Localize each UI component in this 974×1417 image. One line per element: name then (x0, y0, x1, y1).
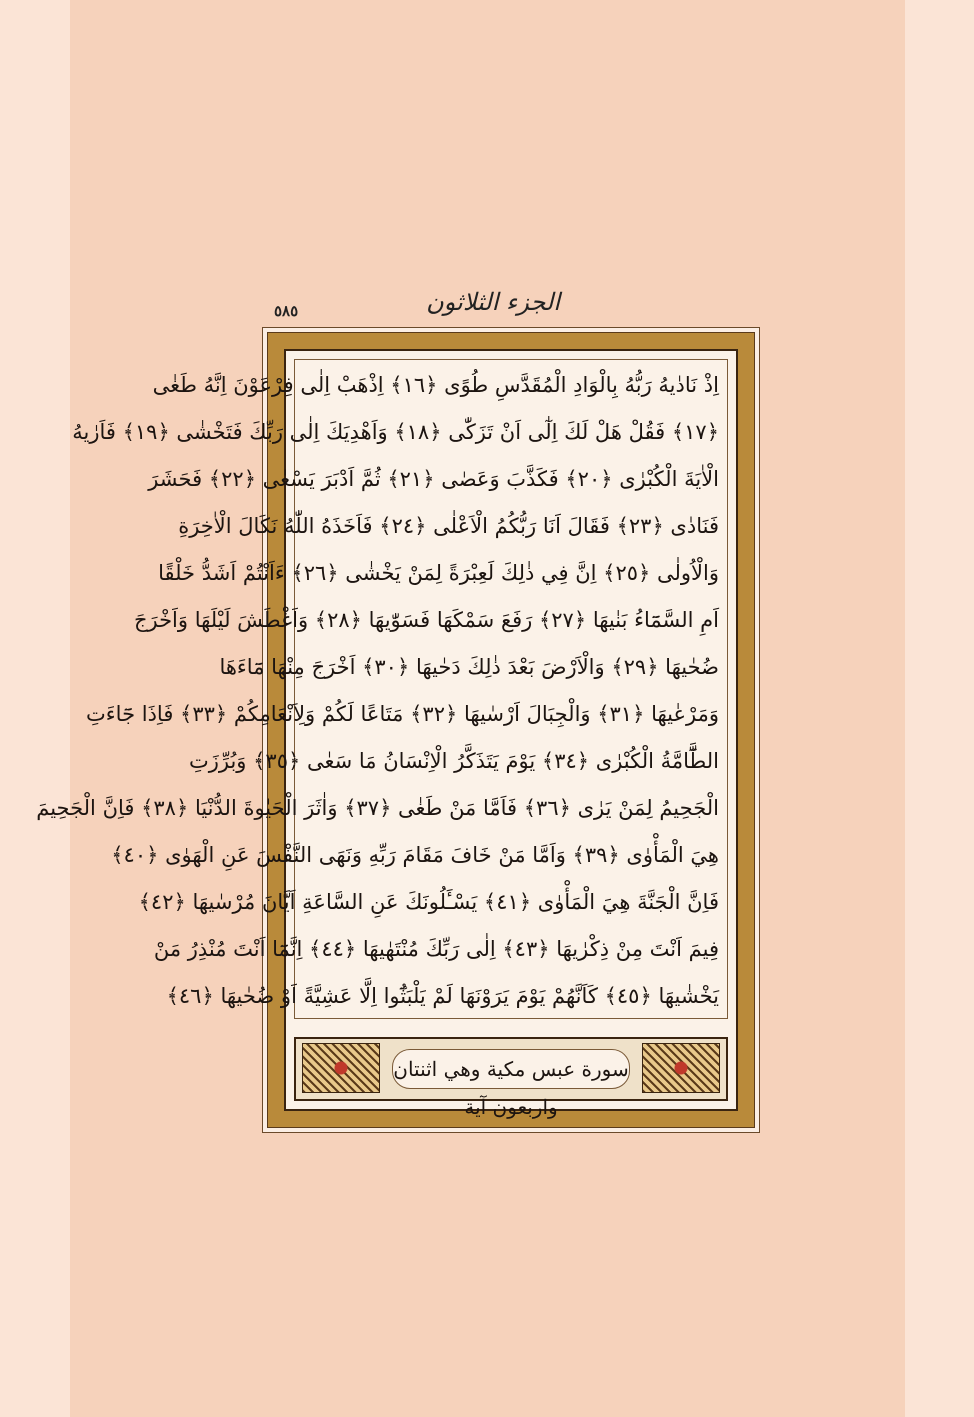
arabesque-ornament-icon (302, 1043, 380, 1093)
arabesque-ornament-icon (642, 1043, 720, 1093)
page-header (260, 286, 760, 326)
verse-line-7: ضُحٰيهَا ﴿٢٩﴾ وَالْاَرْضَ بَعْدَ ذٰلِكَ دَحٰيهَا ﴿٣٠﴾ اَخْرَجَ مِنْهَا مَٓاءَهَا (219, 655, 719, 679)
page-number: ٥٨٥ (274, 302, 299, 320)
left-margin (0, 0, 70, 1417)
verse-line-1: اِذْ نَادٰيهُ رَبُّهُ بِالْوَادِ الْمُقَدَّسِ طُوًى ﴿١٦﴾ اِذْهَبْ اِلٰى فِرْعَوْنَ اِنَّهُ طَغٰى (152, 373, 719, 397)
verse-line-11: هِيَ الْمَأْوٰى ﴿٣٩﴾ وَاَمَّا مَنْ خَافَ مَقَامَ رَبِّهِ وَنَهَى النَّفْسَ عَنِ الْهَوٰى ﴿٤٠﴾ (111, 843, 719, 867)
surah-banner (294, 1037, 728, 1119)
verse-line-10: الْجَحِيمُ لِمَنْ يَرٰى ﴿٣٦﴾ فَاَمَّا مَنْ طَغٰى ﴿٣٧﴾ وَاٰثَرَ الْحَيٰوةَ الدُّنْيَا ﴿٣٨﴾ فَاِنَّ الْجَحِيمَ (36, 796, 719, 820)
verse-line-14: يَخْشٰيهَا ﴿٤٥﴾ كَاَنَّهُمْ يَوْمَ يَرَوْنَهَا لَمْ يَلْبَثُٓوا اِلَّا عَشِيَّةً اَوْ ضُحٰيهَا ﴿٤٦﴾ (166, 984, 719, 1008)
verse-line-2: ﴿١٧﴾ فَقُلْ هَلْ لَكَ اِلٰٓى اَنْ تَزَكّٰى ﴿١٨﴾ وَاَهْدِيَكَ اِلٰى رَبِّكَ فَتَخْشٰى ﴿١٩﴾ فَاَرٰيهُ (72, 420, 719, 444)
page-frame (36, 327, 760, 1133)
verse-line-9: الطَّٓامَّةُ الْكُبْرٰى ﴿٣٤﴾ يَوْمَ يَتَذَكَّرُ الْاِنْسَانُ مَا سَعٰى ﴿٣٥﴾ وَبُرِّزَتِ (188, 749, 719, 773)
verse-line-13: فِيمَ اَنْتَ مِنْ ذِكْرٰيهَا ﴿٤٣﴾ اِلٰى رَبِّكَ مُنْتَهٰيهَا ﴿٤٤﴾ اِنَّمَٓا اَنْتَ مُنْذِرُ مَنْ (153, 937, 719, 961)
verse-text-area (36, 359, 728, 1019)
verse-line-4: فَنَادٰى ﴿٢٣﴾ فَقَالَ اَنَا رَبُّكُمُ الْاَعْلٰى ﴿٢٤﴾ فَاَخَذَهُ اللّٰهُ نَكَالَ الْاٰخِرَةِ (178, 514, 719, 538)
verse-line-3: الْاٰيَةَ الْكُبْرٰى ﴿٢٠﴾ فَكَذَّبَ وَعَصٰى ﴿٢١﴾ ثُمَّ اَدْبَرَ يَسْعٰى ﴿٢٢﴾ فَحَشَرَ (148, 467, 719, 491)
juz-title: الجزء الثلاثون (426, 288, 560, 316)
gold-border (36, 332, 755, 1128)
verse-line-12: فَاِنَّ الْجَنَّةَ هِيَ الْمَأْوٰى ﴿٤١﴾ يَسْـَٔلُونَكَ عَنِ السَّاعَةِ اَيَّانَ مُرْسٰيهَا ﴿٤٢﴾ (138, 890, 719, 914)
right-margin (905, 0, 974, 1417)
verse-line-8: وَمَرْعٰيهَا ﴿٣١﴾ وَالْجِبَالَ اَرْسٰيهَا ﴿٣٢﴾ مَتَاعًا لَكُمْ وَلِاَنْعَامِكُمْ ﴿٣٣﴾ فَاِذَا جَٓاءَتِ (86, 702, 719, 726)
verse-line-5: وَالْاُولٰى ﴿٢٥﴾ اِنَّ فِي ذٰلِكَ لَعِبْرَةً لِمَنْ يَخْشٰى ﴿٢٦﴾ ءَاَنْتُمْ اَشَدُّ خَلْقًا (158, 561, 719, 585)
text-frame (36, 349, 738, 1119)
surah-title: سورة عبس مكية وهي اثنتان واربعون آية (392, 1049, 630, 1089)
verse-line-6: اَمِ السَّمَٓاءُ بَنٰيهَا ﴿٢٧﴾ رَفَعَ سَمْكَهَا فَسَوّٰيهَا ﴿٢٨﴾ وَاَغْطَشَ لَيْلَهَا وَاَخْرَجَ (133, 608, 719, 632)
